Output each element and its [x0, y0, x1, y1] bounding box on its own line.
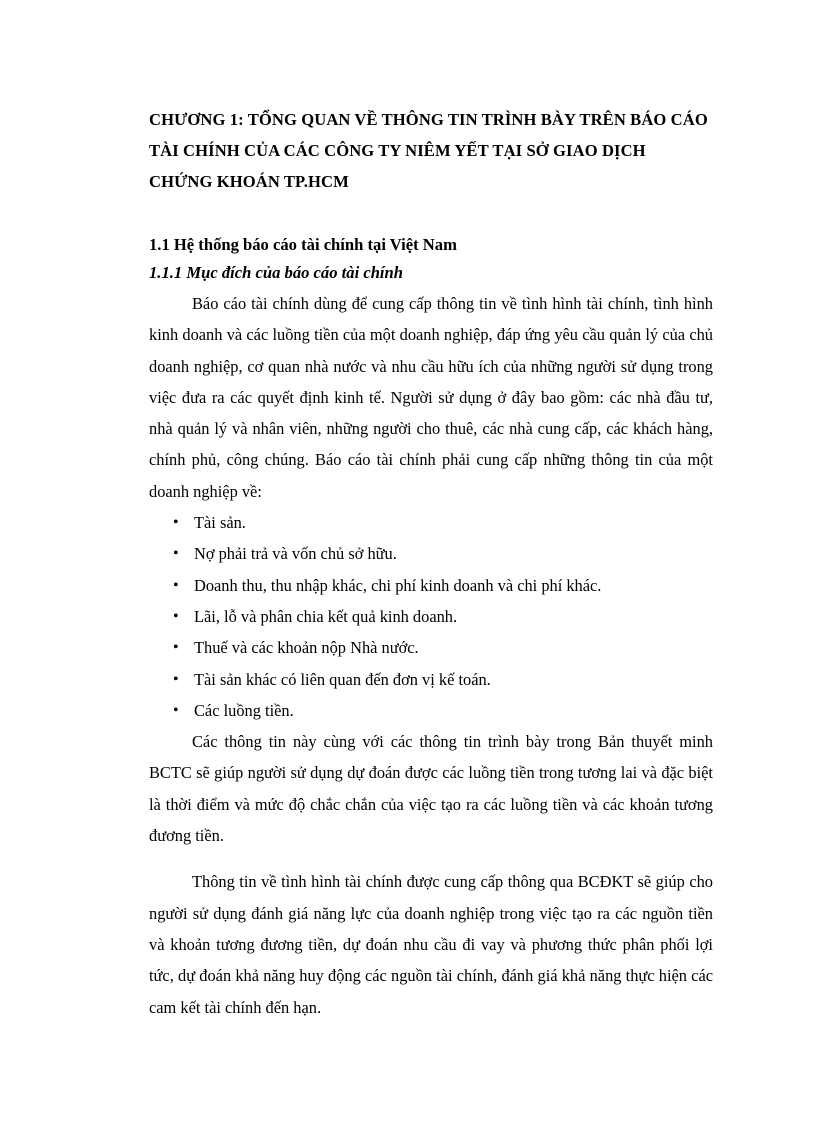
list-item-text: Tài sản khác có liên quan đến đơn vị kế toán. — [194, 669, 491, 689]
paragraph-cash-flow-forecast: Các thông tin này cùng với các thông tin trình bày trong Bản thuyết minh BCTC sẽ giúp người sử dụng dự đoán được các luồng tiền trong tương lai và đặc biệt là thời điểm và mức độ chắc chắn của việc tạo ra các luồng tiền và các khoản tương đương tiền. — [149, 732, 713, 846]
list-item-text: Nợ phải trả và vốn chủ sở hữu. — [194, 544, 397, 564]
list-item-text: Các luồng tiền. — [194, 700, 294, 720]
paragraph-balance-sheet-info: Thông tin về tình hình tài chính được cung cấp thông qua BCĐKT sẽ giúp cho người sử dụng đánh giá năng lực của doanh nghiệp trong việc tạo ra các nguồn tiền và khoản tương đương tiền, dự đoán nhu cầu đi vay và phương thức phân phối lợi tức, dự đoán khả năng huy động các nguồn tài chính, đánh giá khả năng thực hiện các cam kết tài chính đến hạn. — [149, 872, 713, 1017]
bullet-icon: • — [173, 514, 179, 532]
bullet-icon: • — [173, 607, 179, 625]
list-item — [149, 601, 713, 632]
bullet-icon: • — [173, 639, 179, 657]
list-item-text: Lãi, lỗ và phân chia kết quả kinh doanh. — [194, 606, 458, 626]
document-page — [149, 104, 713, 1023]
list-item — [149, 507, 713, 538]
list-item — [149, 570, 713, 601]
list-item — [149, 538, 713, 569]
list-item-text: Thuế và các khoản nộp Nhà nước. — [194, 638, 419, 658]
list-item-text: Doanh thu, thu nhập khác, chi phí kinh doanh và chi phí khác. — [194, 575, 602, 595]
subsection-heading: 1.1.1 Mục đích của báo cáo tài chính — [149, 263, 403, 282]
bullet-icon: • — [173, 701, 179, 719]
list-item — [149, 632, 713, 663]
bullet-icon: • — [173, 576, 179, 594]
list-item — [149, 695, 713, 726]
intro-paragraph: Báo cáo tài chính dùng để cung cấp thông tin về tình hình tài chính, tình hình kinh doanh và các luồng tiền của một doanh nghiệp, đáp ứng yêu cầu quản lý của chủ doanh nghiệp, cơ quan nhà nước và nhu cầu hữu ích của những người sử dụng trong việc đưa ra các quyết định kinh tế. Người sử dụng ở đây bao gồm: các nhà đầu tư, nhà quản lý và nhân viên, những người cho thuê, các nhà cung cấp, các khách hàng, chính phủ, công chúng. Báo cáo tài chính phải cung cấp những thông tin của một doanh nghiệp về: — [149, 294, 713, 501]
bullet-icon: • — [173, 545, 179, 563]
bullet-list — [149, 507, 713, 726]
bullet-icon: • — [173, 670, 179, 688]
list-item-text: Tài sản. — [194, 513, 246, 533]
list-item — [149, 664, 713, 695]
section-heading: 1.1 Hệ thống báo cáo tài chính tại Việt Nam — [149, 235, 457, 254]
chapter-title: CHƯƠNG 1: TỔNG QUAN VỀ THÔNG TIN TRÌNH BÀY TRÊN BÁO CÁO TÀI CHÍNH CỦA CÁC CÔNG TY NIÊM YẾT TẠI SỞ GIAO DỊCH CHỨNG KHOÁN TP.HCM — [149, 110, 708, 191]
